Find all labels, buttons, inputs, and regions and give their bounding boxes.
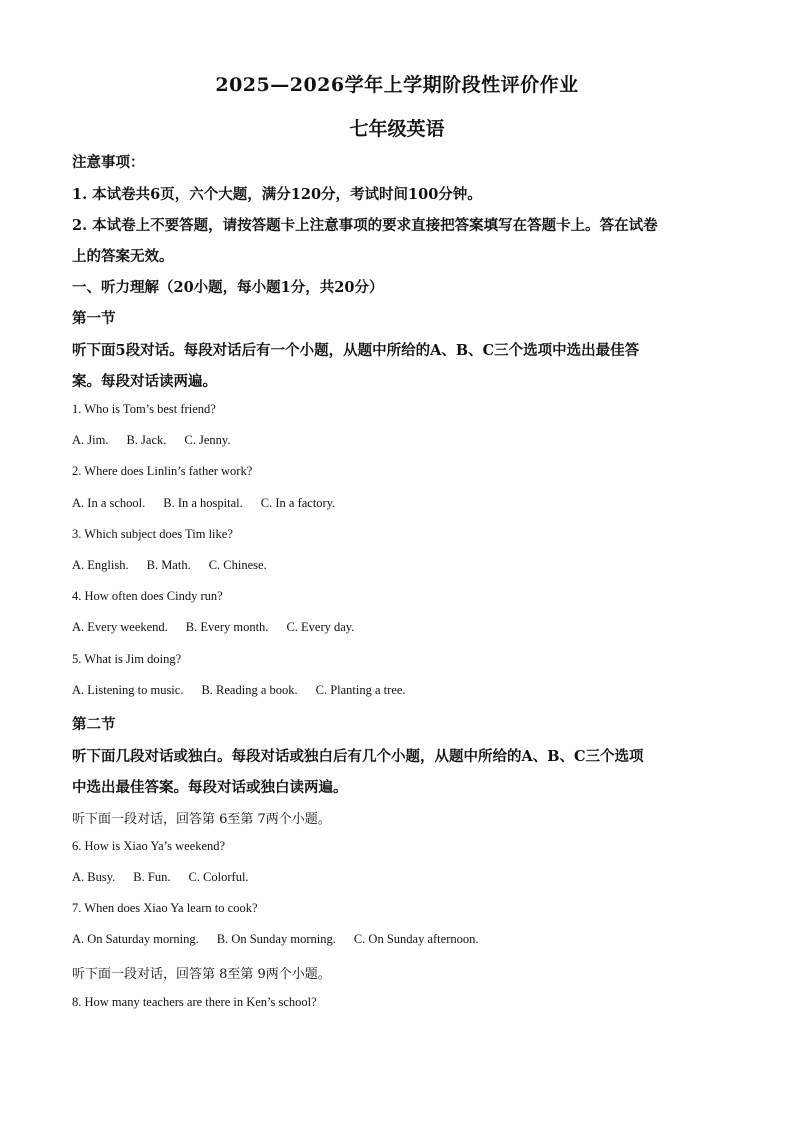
question-2: 2. Where does Linlin’s father work? (72, 464, 253, 478)
option-c: C. Every day. (286, 620, 355, 634)
option-c: C. Jenny. (184, 433, 231, 447)
question-6-options (72, 870, 267, 885)
option-b: B. Reading a book. (201, 683, 298, 697)
part2-heading: 第二节 (72, 716, 116, 733)
notes-item-2-line2: 上的答案无效。 (72, 248, 174, 265)
section-heading: 一、听力理解（20小题，每小题1分，共20分） (72, 279, 384, 296)
question-1: 1. Who is Tom’s best friend? (72, 402, 216, 416)
part2-instruction-line2: 中选出最佳答案。每段对话或独白读两遍。 (72, 779, 348, 796)
option-c: C. Colorful. (188, 870, 249, 884)
option-a: A. In a school. (72, 496, 146, 510)
option-b: B. Every month. (185, 620, 269, 634)
question-5: 5. What is Jim doing? (72, 652, 182, 666)
option-c: C. On Sunday afternoon. (353, 932, 479, 946)
question-1-options (72, 433, 248, 448)
question-3-options (72, 558, 285, 573)
question-7: 7. When does Xiao Ya learn to cook? (72, 901, 258, 915)
exam-title: 2025—2026学年上学期阶段性评价作业 (215, 74, 579, 96)
question-8: 8. How many teachers are there in Ken’s school? (72, 995, 317, 1009)
question-4-options (72, 620, 372, 635)
option-b: B. In a hospital. (163, 496, 243, 510)
option-a: A. Listening to music. (72, 683, 184, 697)
part1-instruction-line2: 案。每段对话读两遍。 (72, 373, 217, 390)
question-6: 6. How is Xiao Ya’s weekend? (72, 839, 226, 853)
dialog-intro-6-7: 听下面一段对话，回答第 6至第 7两个小题。 (72, 812, 331, 827)
option-b: B. Jack. (126, 433, 167, 447)
option-b: B. Fun. (133, 870, 171, 884)
part1-instruction-line1: 听下面5段对话。每段对话后有一个小题，从题中所给的A、B、C三个选项中选出最佳答 (72, 342, 640, 359)
option-c: C. Chinese. (208, 558, 267, 572)
question-4: 4. How often does Cindy run? (72, 589, 223, 603)
option-a: A. Busy. (72, 870, 116, 884)
option-a: A. English. (72, 558, 129, 572)
dialog-intro-8-9: 听下面一段对话，回答第 8至第 9两个小题。 (72, 967, 331, 982)
part1-heading: 第一节 (72, 310, 116, 327)
option-b: B. On Sunday morning. (216, 932, 336, 946)
notes-heading: 注意事项： (72, 154, 145, 171)
option-c: C. In a factory. (260, 496, 336, 510)
option-b: B. Math. (146, 558, 191, 572)
question-3: 3. Which subject does Tim like? (72, 527, 233, 541)
part2-instruction-line1: 听下面几段对话或独白。每段对话或独白后有几个小题，从题中所给的A、B、C三个选项 (72, 748, 644, 765)
exam-subtitle: 七年级英语 (349, 118, 445, 140)
option-a: A. Every weekend. (72, 620, 168, 634)
question-7-options (72, 932, 496, 947)
notes-item-2-line1: 2. 本试卷上不要答题，请按答题卡上注意事项的要求直接把答案填写在答题卡上。答在试卷 (72, 217, 658, 234)
option-c: C. Planting a tree. (315, 683, 406, 697)
option-a: A. On Saturday morning. (72, 932, 199, 946)
notes-item-1: 1. 本试卷共6页，六个大题，满分120分，考试时间100分钟。 (72, 186, 482, 203)
option-a: A. Jim. (72, 433, 109, 447)
question-5-options (72, 683, 424, 698)
question-2-options (72, 496, 353, 511)
